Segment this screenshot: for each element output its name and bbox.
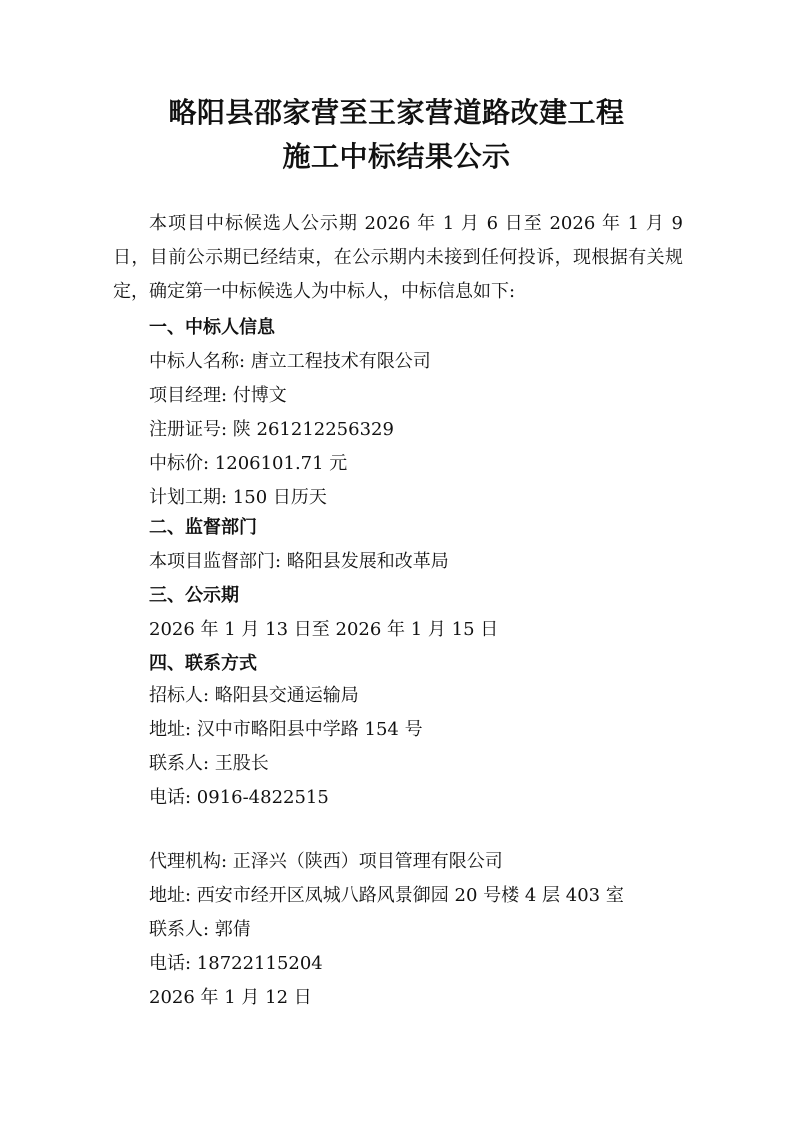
planned-duration: 计划工期: 150 日历天: [149, 487, 327, 508]
agency-phone: 电话: 18722115204: [149, 953, 323, 974]
registration-number: 注册证号: 陕 261212256329: [149, 419, 394, 440]
notice-date: 2026 年 1 月 12 日: [149, 987, 312, 1008]
section-heading-contact: 四、联系方式: [149, 653, 257, 674]
winning-price: 中标价: 1206101.71 元: [149, 453, 348, 474]
section-heading-publicity-period: 三、公示期: [149, 585, 239, 606]
agency-address: 地址: 西安市经开区凤城八路风景御园 20 号楼 4 层 403 室: [149, 885, 624, 906]
tenderer-contact: 联系人: 王股长: [149, 753, 269, 774]
publicity-period: 2026 年 1 月 13 日至 2026 年 1 月 15 日: [149, 619, 499, 640]
project-manager: 项目经理: 付博文: [149, 385, 287, 406]
section-heading-supervision: 二、监督部门: [149, 517, 257, 538]
tenderer-phone: 电话: 0916-4822515: [149, 787, 329, 808]
winner-name: 中标人名称: 唐立工程技术有限公司: [149, 351, 431, 372]
page-title-line-1: 略阳县邵家营至王家营道路改建工程: [168, 96, 625, 129]
page-title-line-2: 施工中标结果公示: [282, 140, 511, 173]
agency-name: 代理机构: 正泽兴（陕西）项目管理有限公司: [149, 851, 503, 872]
agency-contact: 联系人: 郭倩: [149, 919, 251, 940]
supervision-department: 本项目监督部门: 略阳县发展和改革局: [149, 551, 449, 572]
tenderer-address: 地址: 汉中市略阳县中学路 154 号: [149, 719, 423, 740]
intro-paragraph: 本项目中标候选人公示期 2026 年 1 月 6 日至 2026 年 1 月 9 日，目前公示期已经结束，在公示期内未接到任何投诉，现根据有关规定，确定第一中标候选人为中标人，中标信息如下:: [113, 213, 683, 302]
tenderer: 招标人: 略阳县交通运输局: [149, 685, 359, 706]
section-heading-winner-info: 一、中标人信息: [149, 317, 275, 338]
